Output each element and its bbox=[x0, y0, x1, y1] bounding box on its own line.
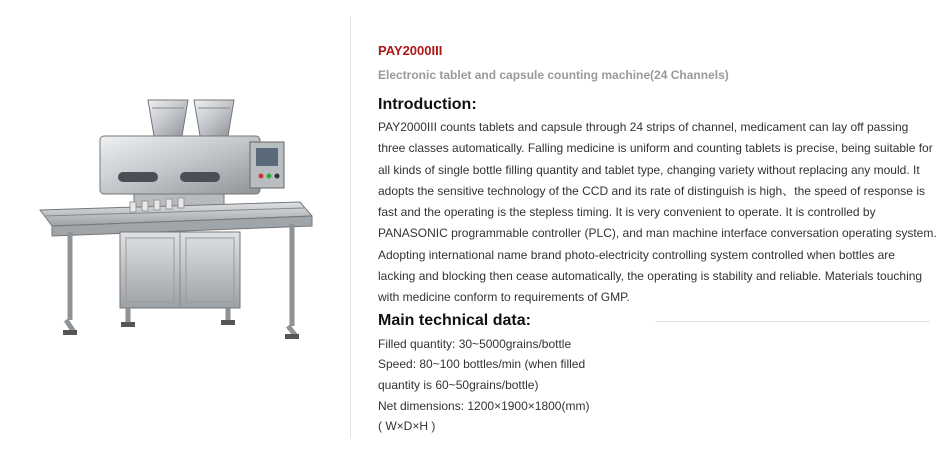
intro-line: adopts the sensitive technology of the CCD and its rate of distinguish is high、the speed of response is bbox=[378, 183, 925, 198]
section-divider bbox=[655, 321, 930, 322]
intro-line: PAY2000III counts tablets and capsule through 24 strips of channel, medicament can lay off passing bbox=[378, 120, 909, 134]
product-image bbox=[30, 92, 330, 354]
intro-line: fast and the operating is the stepless timing. It is very convenient to operate. It is controlled by bbox=[378, 205, 876, 220]
spec-line: quantity is 60~50grains/bottle) bbox=[378, 378, 539, 393]
column-divider bbox=[350, 16, 351, 438]
introduction-text bbox=[378, 117, 940, 309]
intro-line: Adopting international name brand photo-electricity controlling system controlled when bottles are bbox=[378, 247, 895, 262]
hopper-right bbox=[194, 100, 234, 136]
window-right bbox=[180, 172, 220, 182]
technical-heading-row bbox=[378, 311, 940, 331]
hopper-left bbox=[148, 100, 188, 136]
introduction-heading: Introduction: bbox=[378, 96, 477, 113]
technical-specs bbox=[378, 334, 940, 438]
conveyor bbox=[40, 202, 312, 236]
intro-line: with medicine conform to requirements of GMP. bbox=[378, 290, 630, 305]
spec-line: Net dimensions: 1200×1900×1800(mm) bbox=[378, 398, 590, 413]
spec-line: ( W×D×H ) bbox=[378, 419, 436, 434]
intro-line: PANASONIC programmable controller (PLC), and man machine interface conversation operating system. bbox=[378, 226, 937, 241]
spec-line: Filled quantity: 30~5000grains/bottle bbox=[378, 336, 572, 351]
control-panel bbox=[250, 142, 284, 188]
technical-heading: Main technical data: bbox=[378, 311, 531, 329]
intro-line: all kinds of single bottle filling quantity and tablet type, changing variety without replacing any mould. It bbox=[378, 162, 920, 177]
window-left bbox=[118, 172, 158, 182]
intro-line: lacking and blocking then cease automatically, the operating is stability and reliable. Materials touching bbox=[378, 269, 923, 284]
product-subtitle: Electronic tablet and capsule counting machine(24 Channels) bbox=[378, 68, 729, 82]
product-details bbox=[378, 42, 940, 437]
intro-line: three classes automatically. Falling medicine is uniform and counting tablets is precise, being suitable for bbox=[378, 141, 933, 156]
counting-head bbox=[100, 136, 260, 194]
product-model: PAY2000III bbox=[378, 43, 443, 58]
cabinet bbox=[120, 232, 240, 308]
spec-line: Speed: 80~100 bottles/min (when filled bbox=[378, 357, 586, 372]
